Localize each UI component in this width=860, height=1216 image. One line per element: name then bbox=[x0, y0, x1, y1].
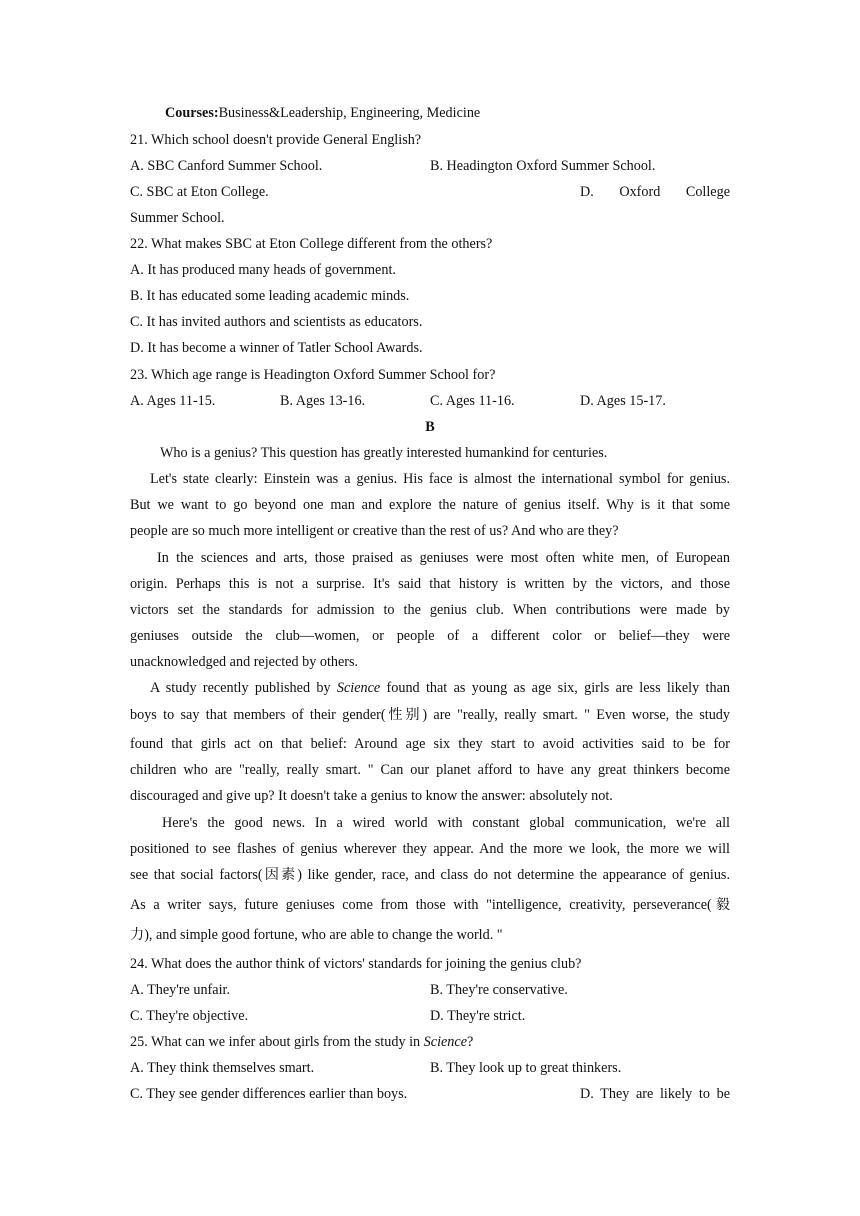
passage-paragraph-4-line-1 bbox=[150, 679, 730, 697]
question-23-stem: 23. Which age range is Headington Oxford Summer School for? bbox=[130, 367, 496, 383]
question-25-stem-end: ? bbox=[467, 1034, 474, 1050]
question-25-option-c: C. They see gender differences earlier than boys. bbox=[130, 1086, 408, 1102]
question-21-option-c: C. SBC at Eton College. bbox=[130, 184, 269, 200]
question-23-option-b: B. Ages 13-16. bbox=[280, 393, 366, 409]
question-24-option-c: C. They're objective. bbox=[130, 1008, 249, 1024]
question-25-stem-text: 25. What can we infer about girls from the study in bbox=[130, 1034, 424, 1050]
question-25-stem bbox=[130, 1033, 730, 1051]
passage-paragraph-3-line-3: victors set the standards for admission to the genius club. When contributions were made by bbox=[130, 602, 730, 618]
passage-paragraph-2-line-3: people are so much more intelligent or creative than the rest of us? And who are they? bbox=[130, 523, 619, 539]
passage-paragraph-3-line-5: unacknowledged and rejected by others. bbox=[130, 654, 359, 670]
passage-paragraph-4-line-4: children who are "really, really smart. " Can our planet afford to have any great thinkers become bbox=[130, 762, 730, 778]
question-21-option-a: A. SBC Canford Summer School. bbox=[130, 158, 323, 174]
question-24-option-d: D. They're strict. bbox=[430, 1008, 526, 1024]
question-21-stem: 21. Which school doesn't provide General English? bbox=[130, 132, 422, 148]
passage-paragraph-2-line-2: But we want to go beyond one man and explore the nature of genius itself. Why is it that some bbox=[130, 497, 730, 513]
passage-paragraph-5-line-2: positioned to see flashes of genius wherever they appear. And the more we look, the more we will bbox=[130, 841, 730, 857]
passage-paragraph-4-line-2: boys to say that members of their gender(性别) are "really, really smart. " Even worse, the study bbox=[130, 707, 730, 723]
question-21-option-b: B. Headington Oxford Summer School. bbox=[430, 158, 656, 174]
question-22-option-d: D. It has become a winner of Tatler School Awards. bbox=[130, 340, 423, 356]
courses-label: Courses: bbox=[165, 105, 219, 121]
question-21-option-d-continued: Summer School. bbox=[130, 210, 225, 226]
question-25-option-d: D. They are likely to be bbox=[580, 1086, 730, 1102]
courses-line bbox=[165, 104, 765, 122]
question-23-option-c: C. Ages 11-16. bbox=[430, 393, 515, 409]
courses-text: Business&Leadership, Engineering, Medicine bbox=[218, 105, 481, 121]
question-22-stem: 22. What makes SBC at Eton College different from the others? bbox=[130, 236, 493, 252]
question-23-option-a: A. Ages 11-15. bbox=[130, 393, 216, 409]
question-22-option-c: C. It has invited authors and scientists as educators. bbox=[130, 314, 423, 330]
passage-paragraph-5-line-1: Here's the good news. In a wired world with constant global communication, we're all bbox=[162, 815, 730, 831]
question-23-option-d: D. Ages 15-17. bbox=[580, 393, 666, 409]
passage-paragraph-3-line-4: geniuses outside the club—women, or people of a different color or belief—they were bbox=[130, 628, 730, 644]
question-21-option-d: D. Oxford College bbox=[580, 184, 730, 200]
passage-science-journal: Science bbox=[336, 680, 381, 696]
question-22-option-a: A. It has produced many heads of government. bbox=[130, 262, 396, 278]
passage-paragraph-3-line-1: In the sciences and arts, those praised as geniuses were most often white men, of European bbox=[157, 550, 730, 566]
passage-paragraph-1: Who is a genius? This question has greatly interested humankind for centuries. bbox=[160, 445, 608, 461]
passage-paragraph-5-line-4: As a writer says, future geniuses come from those with "intelligence, creativity, perseverance(毅 bbox=[130, 897, 730, 913]
question-24-option-a: A. They're unfair. bbox=[130, 982, 230, 998]
section-b-heading: B bbox=[425, 419, 435, 435]
question-22-option-b: B. It has educated some leading academic minds. bbox=[130, 288, 410, 304]
question-25-science-journal: Science bbox=[423, 1034, 467, 1050]
question-24-option-b: B. They're conservative. bbox=[430, 982, 568, 998]
passage-paragraph-5-line-3: see that social factors(因素) like gender, race, and class do not determine the appearance of genius. bbox=[130, 867, 730, 883]
passage-paragraph-4-line-3: found that girls act on that belief: Around age six they start to avoid activities said to be for bbox=[130, 736, 730, 752]
passage-paragraph-4-text-b: found that as young as age six, girls are less likely than bbox=[380, 680, 730, 696]
passage-paragraph-2-line-1: Let's state clearly: Einstein was a genius. His face is almost the international symbol for genius. bbox=[150, 471, 730, 487]
question-25-option-a: A. They think themselves smart. bbox=[130, 1060, 315, 1076]
passage-paragraph-3-line-2: origin. Perhaps this is not a surprise. It's said that history is written by the victors, and those bbox=[130, 576, 730, 592]
passage-paragraph-4-text-a: A study recently published by bbox=[150, 680, 337, 696]
passage-paragraph-5-line-5: 力), and simple good fortune, who are able to change the world. " bbox=[130, 927, 503, 943]
question-25-option-b: B. They look up to great thinkers. bbox=[430, 1060, 622, 1076]
question-24-stem: 24. What does the author think of victors' standards for joining the genius club? bbox=[130, 956, 582, 972]
passage-paragraph-4-line-5: discouraged and give up? It doesn't take a genius to know the answer: absolutely not. bbox=[130, 788, 613, 804]
